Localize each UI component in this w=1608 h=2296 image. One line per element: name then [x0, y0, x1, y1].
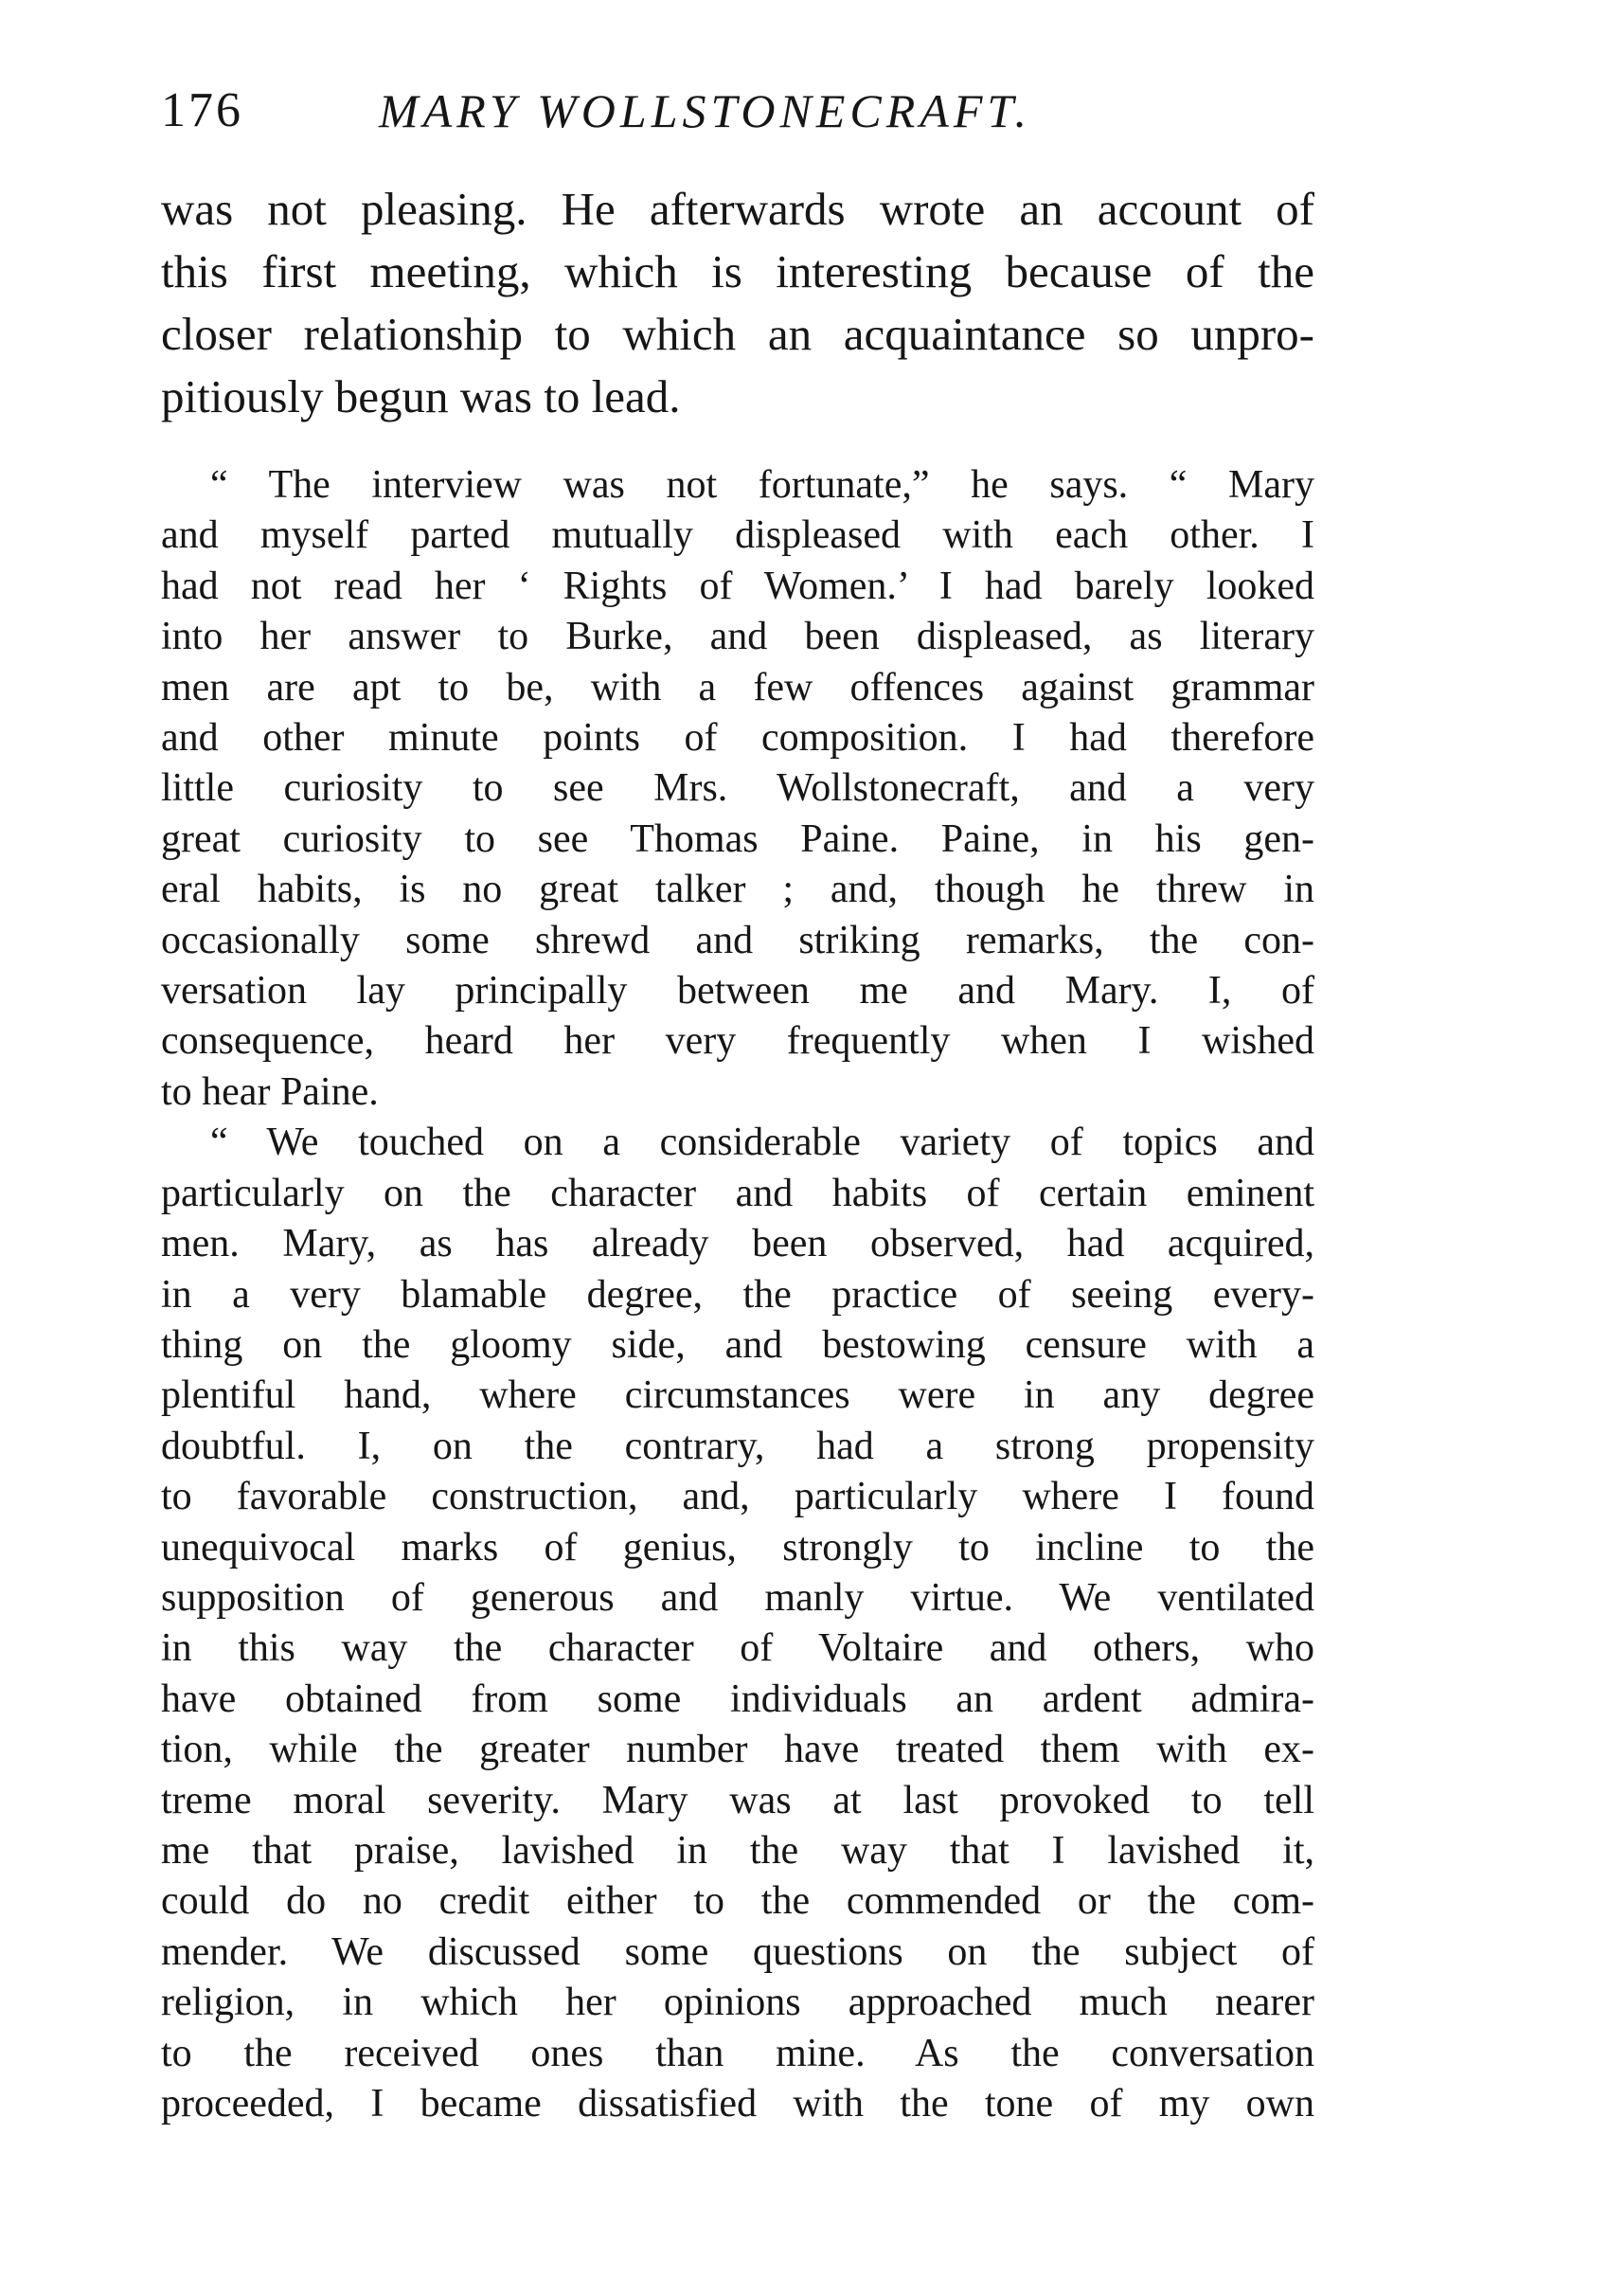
text-line: to hear Paine. [161, 1069, 379, 1114]
text-line: “ The interview was not fortunate,” he says. “ Mary [210, 463, 1314, 507]
text-line: to favorable construction, and, particularly where I found [161, 1475, 1314, 1519]
quotation-block [161, 460, 1314, 2129]
lead-paragraph [161, 178, 1314, 428]
text-line: and myself parted mutually displeased with each other. I [161, 513, 1314, 558]
text-line: particularly on the character and habits of certain eminent [161, 1171, 1314, 1215]
text-line: great curiosity to see Thomas Paine. Paine, in his gen- [161, 816, 1314, 861]
text-line: and other minute points of composition. I had therefore [161, 716, 1314, 761]
text-line: men. Mary, as has already been observed, had acquired, [161, 1222, 1314, 1266]
text-line: versation lay principally between me and Mary. I, of [161, 969, 1314, 1013]
running-head [161, 68, 1316, 153]
text-line: little curiosity to see Mrs. Wollstonecraft, and a very [161, 766, 1314, 811]
text-line: doubtful. I, on the contrary, had a strong propensity [161, 1424, 1314, 1468]
text-line: was not pleasing. He afterwards wrote an account of [161, 183, 1314, 235]
text-line: proceeded, I became dissatisfied with the tone of my own [161, 2082, 1314, 2126]
text-line: in this way the character of Voltaire and others, who [161, 1626, 1314, 1671]
text-line: this first meeting, which is interesting because of the [161, 245, 1314, 297]
text-line: could do no credit either to the commended or the com- [161, 1879, 1314, 1924]
text-line: had not read her ‘ Rights of Women.’ I had barely looked [161, 564, 1314, 608]
text-line: supposition of generous and manly virtue. We ventilated [161, 1575, 1314, 1620]
running-title: MARY WOLLSTONECRAFT. [379, 84, 1031, 137]
text-line: treme moral severity. Mary was at last provoked to tell [161, 1778, 1314, 1822]
text-line: pitiously begun was to lead. [161, 370, 681, 422]
text-line: consequence, heard her very frequently when I wished [161, 1019, 1314, 1064]
text-line: mender. We discussed some questions on the subject of [161, 1929, 1314, 1974]
text-line: “ We touched on a considerable variety of topics and [210, 1121, 1314, 1165]
text-line: tion, while the greater number have treated them with ex- [161, 1728, 1314, 1772]
text-line: eral habits, is no great talker ; and, though he threw in [161, 868, 1314, 912]
quotation-paragraph [161, 1118, 1314, 2129]
text-line: plentiful hand, where circumstances were in any degree [161, 1373, 1314, 1418]
quotation-paragraph [161, 460, 1314, 1118]
text-line: occasionally some shrewd and striking remarks, the con- [161, 918, 1314, 962]
text-line: in a very blamable degree, the practice of seeing every- [161, 1272, 1314, 1317]
text-line: into her answer to Burke, and been displeased, as literary [161, 615, 1314, 659]
text-line: unequivocal marks of genius, strongly to incline to the [161, 1525, 1314, 1570]
text-line: me that praise, lavished in the way that I lavished it, [161, 1828, 1314, 1873]
text-line: to the received ones than mine. As the conversation [161, 2031, 1314, 2075]
text-line: have obtained from some individuals an ardent admira- [161, 1677, 1314, 1721]
text-line: closer relationship to which an acquaintance so unpro- [161, 308, 1314, 360]
text-line: men are apt to be, with a few offences against grammar [161, 665, 1314, 709]
text-line: thing on the gloomy side, and bestowing censure with a [161, 1322, 1314, 1367]
text-line: religion, in which her opinions approached much nearer [161, 1981, 1314, 2025]
page-number: 176 [161, 83, 243, 137]
